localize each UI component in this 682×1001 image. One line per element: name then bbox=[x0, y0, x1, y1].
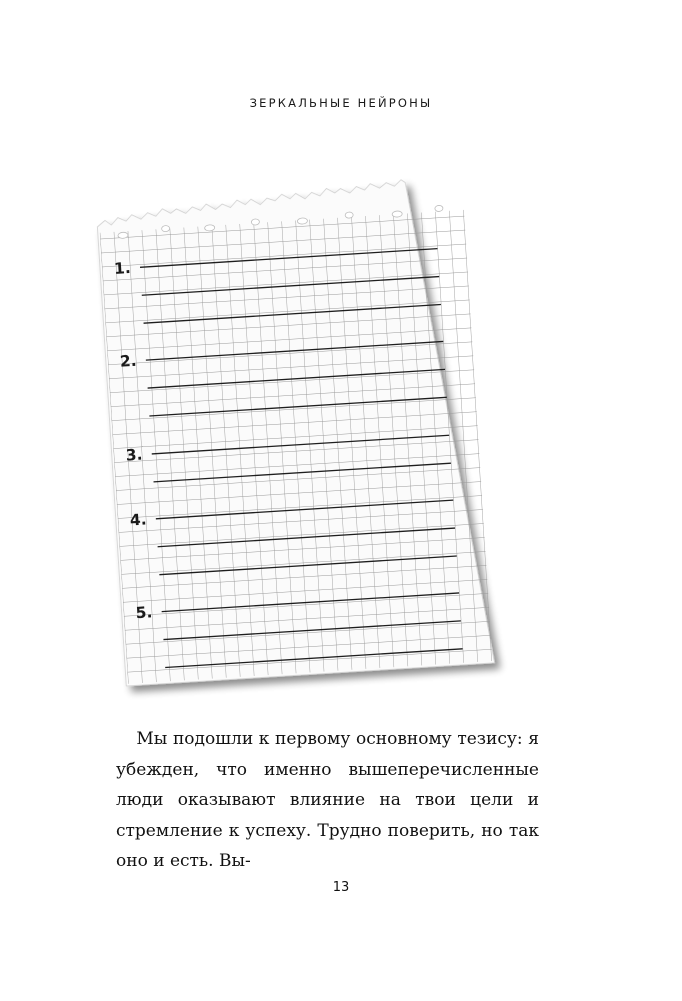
running-header: ЗЕРКАЛЬНЫЕ НЕЙРОНЫ bbox=[249, 96, 433, 110]
notebook-sheet bbox=[96, 176, 495, 686]
item-number-3: 3. bbox=[125, 445, 144, 465]
body-paragraph: Мы подошли к первому основному тезису: я убежден, что именно вышеперечисленные люди оказывают влияние на твои цели и стремление к успеху. Трудно поверить, но так оно и есть. Вы- bbox=[116, 729, 539, 871]
item-number-2: 2. bbox=[119, 351, 138, 371]
body-text bbox=[116, 724, 539, 877]
item-number-4: 4. bbox=[129, 510, 148, 530]
item-number-5: 5. bbox=[135, 603, 153, 623]
item-number-1: 1. bbox=[113, 258, 132, 278]
page-number: 13 bbox=[332, 880, 350, 895]
